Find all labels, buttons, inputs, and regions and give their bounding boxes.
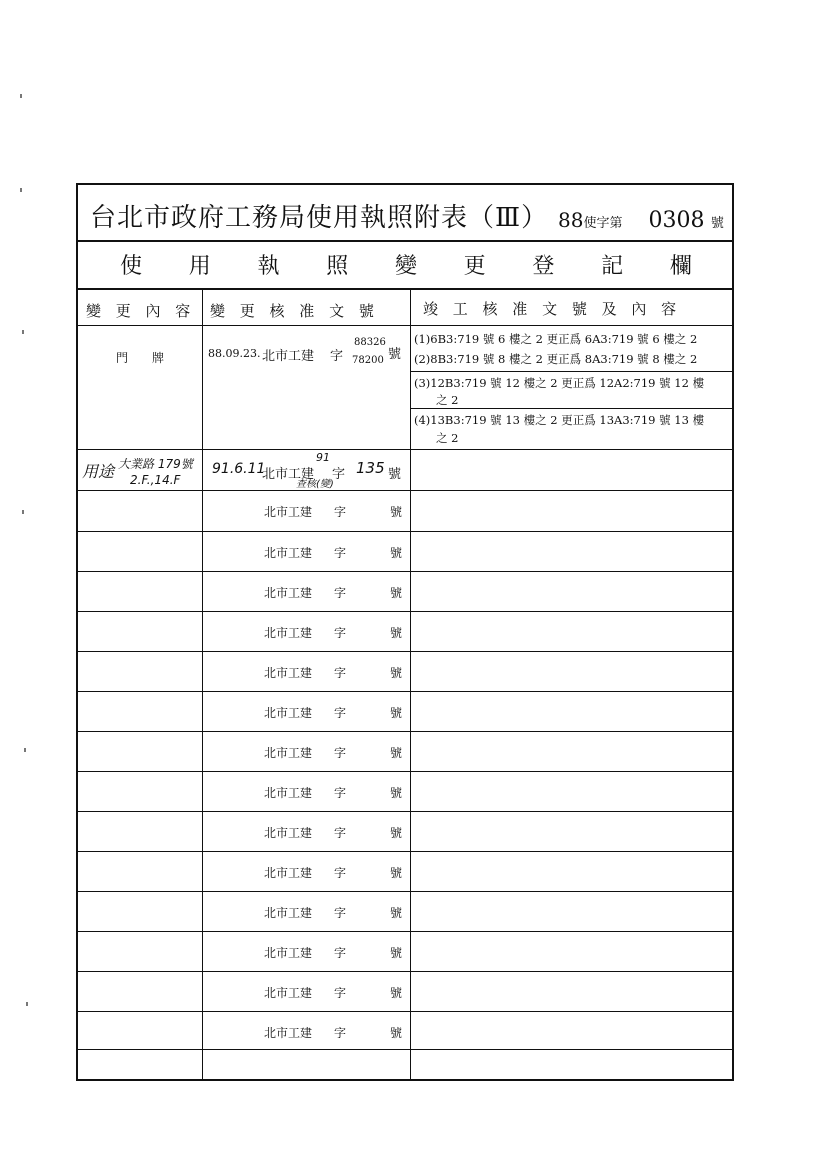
row-divider [78, 651, 732, 652]
license-number-block [558, 208, 724, 233]
row-divider [78, 851, 732, 852]
section-char: 執 [257, 253, 280, 279]
entry2-change-line2: 大業路 179號 [118, 457, 193, 471]
section-char: 記 [601, 253, 624, 279]
completion-item-3-cont: 之 2 [436, 393, 459, 407]
completion-item-1: (1)6B3:719 號 6 樓之 2 更正爲 6A3:719 號 6 樓之 2 [414, 332, 698, 346]
scan-speck [26, 1002, 28, 1006]
blank-row-agency: 北市工建 [264, 666, 313, 680]
column-divider [202, 290, 203, 1079]
entry1-hao: 號 [388, 347, 402, 362]
row-divider [78, 771, 732, 772]
blank-row-agency: 北市工建 [264, 586, 313, 600]
license-attachment-form [76, 183, 734, 1081]
section-char: 用 [188, 253, 211, 279]
section-char: 更 [463, 253, 486, 279]
license-suffix: 號 [710, 216, 724, 231]
header-approval-doc: 變 更 核 准 文 號 [210, 302, 379, 320]
blank-row-zi: 字 [334, 746, 347, 760]
row-divider [78, 971, 732, 972]
blank-row-zi: 字 [334, 906, 347, 920]
entry2-agency: 北市工建 [262, 467, 315, 482]
row-divider [78, 1049, 732, 1050]
row-divider [78, 490, 732, 491]
entry2-sub-note: 查核(變) [296, 479, 334, 490]
blank-row-zi: 字 [334, 666, 347, 680]
row-divider [78, 611, 732, 612]
blank-row-agency: 北市工建 [264, 546, 313, 560]
license-year: 88 [558, 208, 584, 232]
blank-row-agency: 北市工建 [264, 986, 313, 1000]
section-char: 使 [120, 253, 143, 279]
section-char: 變 [394, 253, 417, 279]
entry1-change: 門 牌 [116, 351, 165, 365]
blank-row-zi: 字 [334, 586, 347, 600]
row-divider [410, 408, 732, 409]
blank-row-hao: 號 [390, 546, 403, 560]
row-divider [78, 1011, 732, 1012]
blank-row-agency: 北市工建 [264, 786, 313, 800]
blank-row-agency: 北市工建 [264, 505, 313, 519]
row-divider [78, 571, 732, 572]
row-divider [78, 731, 732, 732]
form-title: 台北市政府工務局使用執照附表（Ⅲ） [90, 203, 549, 233]
entry2-change-line3: 2.F.,14.F [130, 473, 181, 487]
row-divider [78, 931, 732, 932]
license-number: 0308 [648, 208, 705, 233]
scan-speck [24, 748, 26, 752]
license-char: 使字第 [583, 216, 623, 231]
entry1-zi: 字 [330, 349, 344, 364]
blank-row-zi: 字 [334, 546, 347, 560]
entry1-number-line2: 78200 [352, 355, 384, 366]
row-divider [78, 811, 732, 812]
blank-row-agency: 北市工建 [264, 866, 313, 880]
entry2-hao: 號 [388, 467, 402, 482]
scan-speck [22, 510, 24, 514]
blank-row-zi: 字 [334, 946, 347, 960]
blank-row-hao: 號 [390, 786, 403, 800]
blank-row-hao: 號 [390, 946, 403, 960]
entry1-date: 88.09.23. [208, 347, 261, 360]
scan-speck [22, 330, 24, 334]
blank-row-agency: 北市工建 [264, 1026, 313, 1040]
blank-row-agency: 北市工建 [264, 906, 313, 920]
scan-speck [20, 188, 22, 192]
section-title-row [78, 240, 732, 290]
blank-row-hao: 號 [390, 666, 403, 680]
completion-item-3: (3)12B3:719 號 12 樓之 2 更正爲 12A2:719 號 12 樓 [414, 376, 705, 390]
blank-row-zi: 字 [334, 866, 347, 880]
blank-row-agency: 北市工建 [264, 946, 313, 960]
completion-item-4: (4)13B3:719 號 13 樓之 2 更正爲 13A3:719 號 13 樓 [414, 413, 705, 427]
row-divider [78, 891, 732, 892]
row-divider [410, 371, 732, 372]
blank-row-hao: 號 [390, 505, 403, 519]
section-char: 照 [326, 253, 349, 279]
blank-row-hao: 號 [390, 826, 403, 840]
completion-item-4-cont: 之 2 [436, 431, 459, 445]
entry1-number-line1: 88326 [354, 337, 386, 348]
scan-speck [20, 94, 22, 98]
entry2-zi: 字 [332, 467, 346, 482]
section-char: 登 [532, 253, 555, 279]
blank-row-hao: 號 [390, 1026, 403, 1040]
row-divider [78, 531, 732, 532]
row-divider [78, 691, 732, 692]
row-divider [78, 449, 732, 450]
blank-row-agency: 北市工建 [264, 706, 313, 720]
blank-row-zi: 字 [334, 786, 347, 800]
header-change-content: 變 更 內 容 [86, 302, 196, 320]
blank-row-zi: 字 [334, 1026, 347, 1040]
blank-row-agency: 北市工建 [264, 826, 313, 840]
row-divider [78, 325, 732, 326]
blank-row-agency: 北市工建 [264, 746, 313, 760]
blank-row-agency: 北市工建 [264, 626, 313, 640]
blank-row-hao: 號 [390, 706, 403, 720]
blank-row-zi: 字 [334, 986, 347, 1000]
blank-row-hao: 號 [390, 986, 403, 1000]
entry2-number: 135 [356, 459, 385, 477]
blank-row-hao: 號 [390, 866, 403, 880]
blank-row-hao: 號 [390, 586, 403, 600]
blank-row-hao: 號 [390, 906, 403, 920]
blank-row-zi: 字 [334, 626, 347, 640]
entry2-date: 91.6.11 [212, 461, 266, 477]
blank-row-zi: 字 [334, 706, 347, 720]
completion-item-2: (2)8B3:719 號 8 樓之 2 更正爲 8A3:719 號 8 樓之 2 [414, 352, 698, 366]
section-char: 欄 [669, 253, 692, 279]
blank-row-zi: 字 [334, 826, 347, 840]
blank-row-zi: 字 [334, 505, 347, 519]
entry1-agency: 北市工建 [262, 349, 315, 364]
entry2-change-line1: 用途 [82, 462, 115, 481]
entry2-year-note: 91 [316, 451, 330, 464]
blank-row-hao: 號 [390, 626, 403, 640]
title-row [78, 185, 732, 242]
blank-row-hao: 號 [390, 746, 403, 760]
header-completion: 竣 工 核 准 文 號 及 內 容 [423, 300, 682, 318]
